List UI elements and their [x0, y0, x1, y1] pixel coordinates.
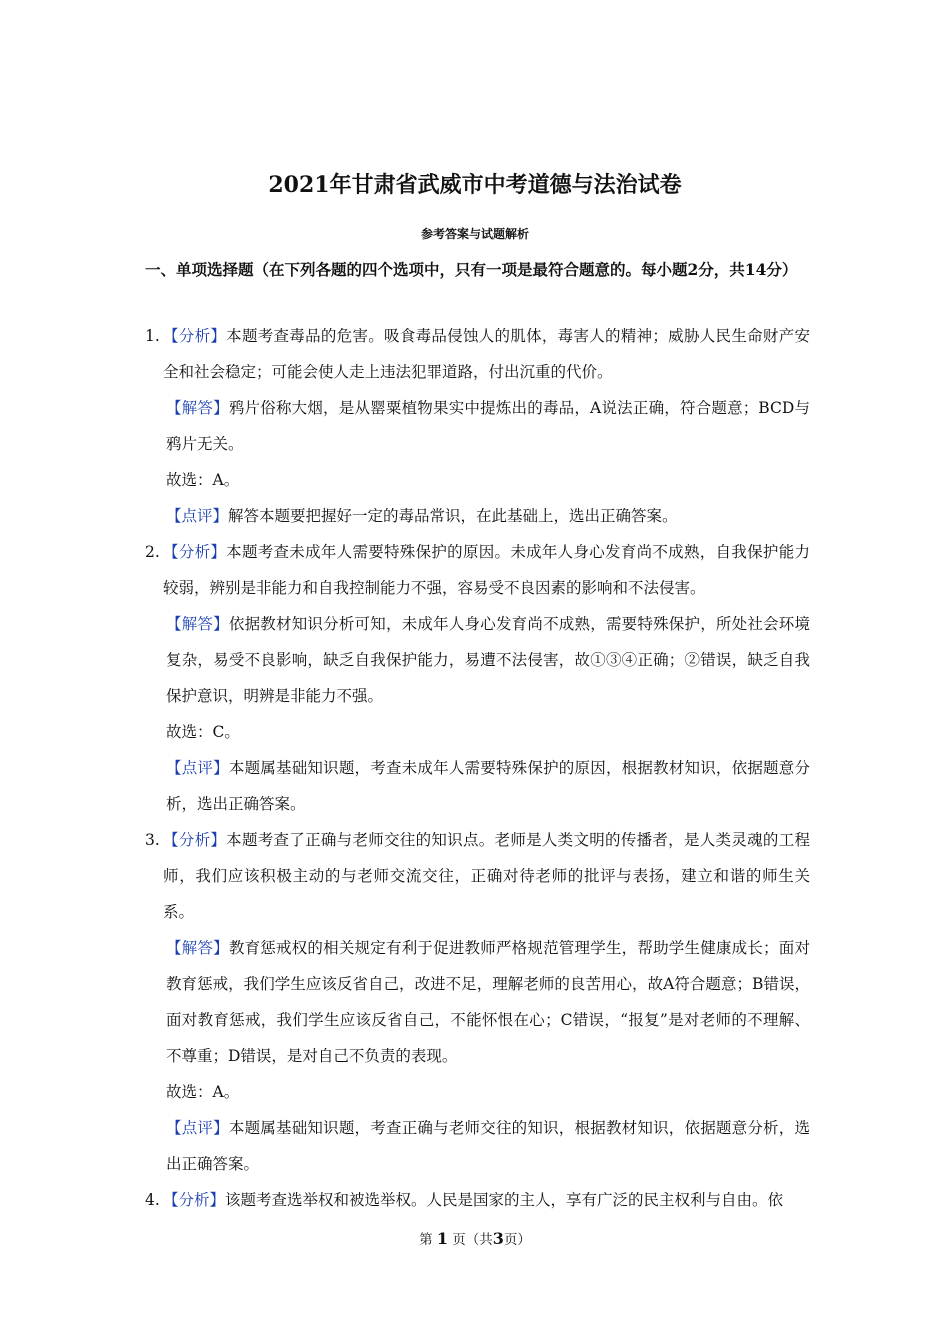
- comment-paragraph: [166, 1110, 810, 1182]
- analysis-tag: 【分析】: [163, 1191, 226, 1209]
- comment-tag: 【点评】: [166, 1119, 229, 1137]
- analysis-paragraph: [145, 1182, 810, 1218]
- total-page-number: 3: [492, 1229, 504, 1248]
- analysis-text: 本题考查未成年人需要特殊保护的原因。未成年人身心发育尚不成熟，自我保护能力较弱，辨别是非能力和自我控制能力不强，容易受不良因素的影响和不法侵害。: [163, 543, 810, 597]
- analysis-paragraph: [145, 318, 810, 390]
- analysis-text: 本题考查毒品的危害。吸食毒品侵蚀人的肌体，毒害人的精神；威胁人民生命财产安全和社会稳定；可能会使人走上违法犯罪道路，付出沉重的代价。: [163, 327, 810, 381]
- footer-suffix: 页）: [503, 1232, 531, 1248]
- question-2: [145, 534, 810, 822]
- question-3: [145, 822, 810, 1182]
- section-heading: 一、单项选择题（在下列各题的四个选项中，只有一项是最符合题意的。每小题2分，共14分）: [145, 260, 798, 279]
- question-4: [145, 1182, 810, 1218]
- answer-text: 鸦片俗称大烟，是从罂粟植物果实中提炼出的毒品，A说法正确，符合题意；BCD与鸦片无关。: [166, 399, 810, 453]
- analysis-tag: 【分析】: [163, 831, 227, 849]
- analysis-tag: 【分析】: [163, 543, 227, 561]
- answer-tag: 【解答】: [166, 615, 229, 633]
- page-footer: [0, 1228, 950, 1248]
- analysis-text: 该题考查选举权和被选举权。人民是国家的主人，享有广泛的民主权利与自由。依: [225, 1191, 784, 1209]
- question-number: 4.: [145, 1191, 160, 1209]
- answer-paragraph: [166, 930, 810, 1074]
- analysis-paragraph: [145, 822, 810, 930]
- choice-line: 故选：A。: [166, 471, 240, 489]
- answer-text: 依据教材知识分析可知，未成年人身心发育尚不成熟，需要特殊保护，所处社会环境复杂，易受不良影响，缺乏自我保护能力，易遭不法侵害，故①③④正确；②错误，缺乏自我保护意识，明辨是非能力不强。: [166, 615, 810, 705]
- document-subtitle: 参考答案与试题解析: [420, 227, 529, 241]
- comment-tag: 【点评】: [166, 507, 229, 525]
- question-number: 2.: [145, 543, 160, 561]
- answer-tag: 【解答】: [166, 939, 229, 957]
- comment-text: 解答本题要把握好一定的毒品常识，在此基础上，选出正确答案。: [228, 507, 678, 525]
- question-number: 3.: [145, 831, 160, 849]
- question-number: 1.: [145, 327, 160, 345]
- comment-text: 本题属基础知识题，考查未成年人需要特殊保护的原因，根据教材知识，依据题意分析，选出正确答案。: [166, 759, 810, 813]
- comment-paragraph: [166, 750, 810, 822]
- answer-paragraph: [166, 390, 810, 462]
- choice-line: 故选：A。: [166, 1083, 240, 1101]
- answer-list: [145, 318, 810, 1218]
- current-page-number: 1: [436, 1229, 448, 1248]
- analysis-text: 本题考查了正确与老师交往的知识点。老师是人类文明的传播者，是人类灵魂的工程师，我们应该积极主动的与老师交流交往，正确对待老师的批评与表扬，建立和谐的师生关系。: [163, 831, 810, 921]
- answer-text: 教育惩戒权的相关规定有利于促进教师严格规范管理学生，帮助学生健康成长；面对教育惩戒，我们学生应该反省自己，改进不足，理解老师的良苦用心，故A符合题意；B错误，面对教育惩戒，我们学生应该反省自己，不能怀恨在心；C错误，“报复”是对老师的不理解、不尊重；D错误，是对自己不负责的表现。: [166, 939, 810, 1065]
- comment-paragraph: [166, 498, 810, 534]
- choice-line: 故选：C。: [166, 723, 240, 741]
- comment-text: 本题属基础知识题，考查正确与老师交往的知识，根据教材知识，依据题意分析，选出正确答案。: [166, 1119, 810, 1173]
- footer-prefix: 第: [419, 1232, 433, 1248]
- document-title: 2021年甘肃省武威市中考道德与法治试卷: [268, 172, 682, 198]
- analysis-tag: 【分析】: [163, 327, 227, 345]
- footer-middle: 页（共: [452, 1232, 493, 1248]
- analysis-paragraph: [145, 534, 810, 606]
- question-1: [145, 318, 810, 534]
- answer-paragraph: [166, 606, 810, 714]
- comment-tag: 【点评】: [166, 759, 229, 777]
- answer-tag: 【解答】: [166, 399, 229, 417]
